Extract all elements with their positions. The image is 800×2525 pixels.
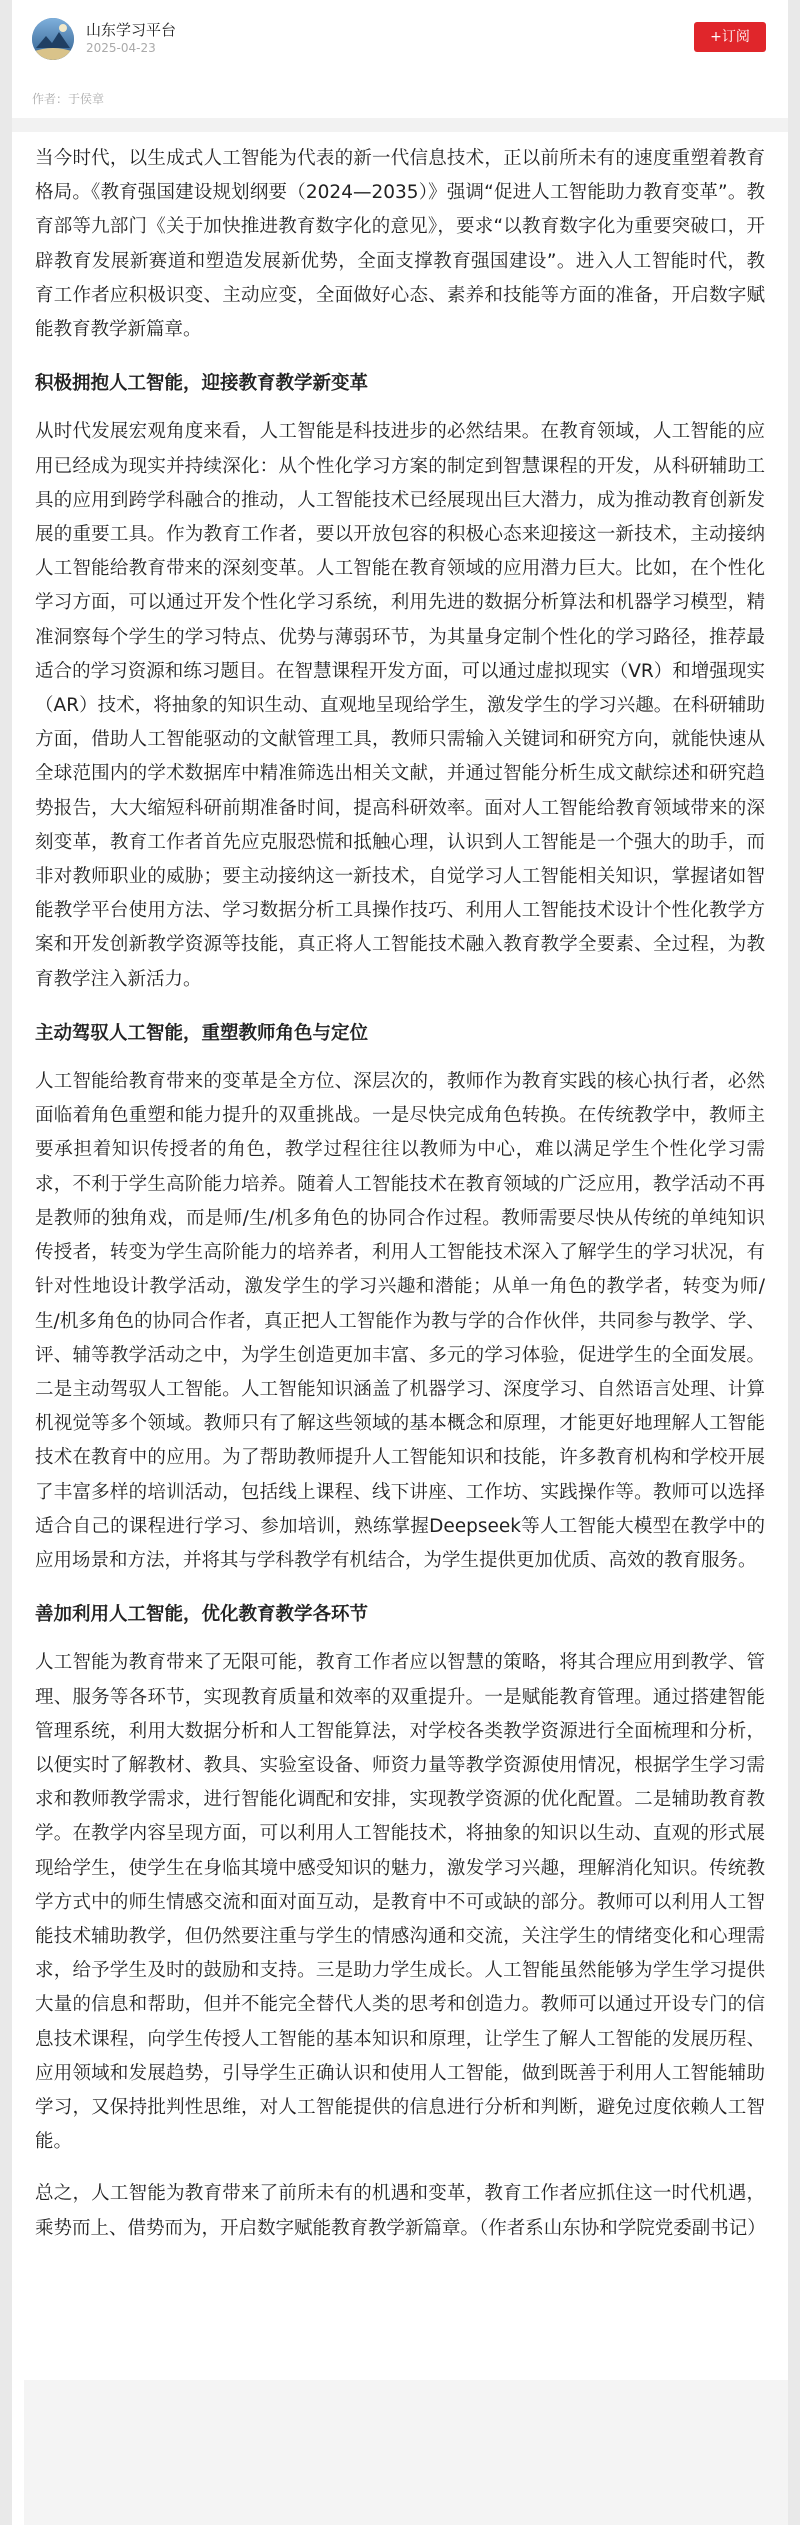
section-paragraph: 人工智能为教育带来了无限可能，教育工作者应以智慧的策略，将其合理应用到教学、管理、服务等各环节，实现教育质量和效率的双重提升。一是赋能教育管理。通过搭建智能管理系统，利用大数据分析和人工智能算法，对学校各类教学资源进行全面梳理和分析，以便实时了解教材、教具、实验室设备、师资力量等教学资源使用情况，根据学生学习需求和教师教学需求，进行智能化调配和安排，实现教学资源的优化配置。二是辅助教育教学。在教学内容呈现方面，可以利用人工智能技术，将抽象的知识以生动、直观的形式展现给学生，使学生在身临其境中感受知识的魅力，激发学习兴趣，理解消化知识。传统教学方式中的师生情感交流和面对面互动，是教育中不可或缺的部分。教师可以利用人工智能技术辅助教学，但仍然要注重与学生的情感沟通和交流，关注学生的情绪变化和心理需求，给予学生及时的鼓励和支持。三是助力学生成长。人工智能虽然能够为学生学习提供大量的信息和帮助，但并不能完全替代人类的思考和创造力。教师可以通过开设专门的信息技术课程，向学生传授人工智能的基本知识和原理，让学生了解人工智能的发展历程、应用领域和发展趋势，引导学生正确认识和使用人工智能，做到既善于利用人工智能辅助学习，又保持批判性思维，对人工智能提供的信息进行分析和判断，避免过度依赖人工智能。 [35, 1652, 765, 2153]
intro-paragraph: 当今时代，以生成式人工智能为代表的新一代信息技术，正以前所未有的速度重塑着教育格局。《教育强国建设规划纲要（2024—2035）》强调“促进人工智能助力教育变革”。教育部等九部门《关于加快推进教育数字化的意见》，要求“以教育数字化为重要突破口，开辟教育发展新赛道和塑造发展新优势，全面支撑教育强国建设”。进入人工智能时代，教育工作者应积极识变、主动应变，全面做好心态、素养和技能等方面的准备，开启数字赋能教育教学新篇章。 [35, 148, 765, 341]
section-paragraph: 从时代发展宏观角度来看，人工智能是科技进步的必然结果。在教育领域，人工智能的应用已经成为现实并持续深化：从个性化学习方案的制定到智慧课程的开发，从科研辅助工具的应用到跨学科融合的推动，人工智能技术已经展现出巨大潜力，成为推动教育创新发展的重要工具。作为教育工作者，要以开放包容的积极心态来迎接这一新技术，主动接纳人工智能给教育带来的深刻变革。人工智能在教育领域的应用潜力巨大。比如，在个性化学习方面，可以通过开发个性化学习系统，利用先进的数据分析算法和机器学习模型，精准洞察每个学生的学习特点、优势与薄弱环节，为其量身定制个性化的学习路径，推荐最适合的学习资源和练习题目。在智慧课程开发方面，可以通过虚拟现实（VR）和增强现实（AR）技术，将抽象的知识生动、直观地呈现给学生，激发学生的学习兴趣。在科研辅助方面，借助人工智能驱动的文献管理工具，教师只需输入关键词和研究方向，就能快速从全球范围内的学术数据库中精准筛选出相关文献，并通过智能分析生成文献综述和研究趋势报告，大大缩短科研前期准备时间，提高科研效率。面对人工智能给教育领域带来的深刻变革，教育工作者首先应克服恐慌和抵触心理，认识到人工智能是一个强大的助手，而非对教师职业的威胁；要主动接纳这一新技术，自觉学习人工智能相关知识，掌握诸如智能教学平台使用方法、学习数据分析工具操作技巧、利用人工智能技术设计个性化教学方案和开发创新教学资源等技能，真正将人工智能技术融入教育教学全要素、全过程，为教育教学注入新活力。 [35, 421, 765, 990]
section-heading: 善加利用人工智能，优化教育教学各环节 [35, 1604, 369, 1626]
section-heading: 积极拥抱人工智能，迎接教育教学新变革 [35, 373, 369, 395]
article-header [32, 14, 768, 64]
account-avatar[interactable] [32, 18, 74, 60]
account-name[interactable]: 山东学习平台 [86, 21, 177, 39]
subscribe-button[interactable]: +订阅 [694, 22, 766, 52]
article-page [12, 0, 788, 2525]
closing-paragraph: 总之，人工智能为教育带来了前所未有的机遇和变革，教育工作者应抓住这一时代机遇，乘势而上、借势而为，开启数字赋能教育教学新篇章。（作者系山东协和学院党委副书记） [35, 2183, 766, 2239]
avatar-image [32, 18, 74, 60]
closing-background [24, 2380, 788, 2525]
section-paragraph: 人工智能给教育带来的变革是全方位、深层次的，教师作为教育实践的核心执行者，必然面临着角色重塑和能力提升的双重挑战。一是尽快完成角色转换。在传统教学中，教师主要承担着知识传授者的角色，教学过程往往以教师为中心，难以满足学生个性化学习需求，不利于学生高阶能力培养。随着人工智能技术在教育领域的广泛应用，教学活动不再是教师的独角戏，而是师/生/机多角色的协同合作过程。教师需要尽快从传统的单纯知识传授者，转变为学生高阶能力的培养者，利用人工智能技术深入了解学生的学习状况，有针对性地设计教学活动，激发学生的学习兴趣和潜能；从单一角色的教学者，转变为师/生/机多角色的协同合作者，真正把人工智能作为教与学的合作伙伴，共同参与教学、学、评、辅等教学活动之中，为学生创造更加丰富、多元的学习体验，促进学生的全面发展。二是主动驾驭人工智能。人工智能知识涵盖了机器学习、深度学习、自然语言处理、计算机视觉等多个领域。教师只有了解这些领域的基本概念和原理，才能更好地理解人工智能技术在教育中的应用。为了帮助教师提升人工智能知识和技能，许多教育机构和学校开展了丰富多样的培训活动，包括线上课程、线下讲座、工作坊、实践操作等。教师可以选择适合自己的课程进行学习、参加培训，熟练掌握Deepseek等人工智能大模型在教学中的应用场景和方法，并将其与学科教学有机结合，为学生提供更加优质、高效的教育服务。 [35, 1071, 765, 1571]
author-line: 作者：于侯章 [32, 92, 105, 106]
section-divider [12, 118, 788, 132]
publish-date: 2025-04-23 [86, 41, 156, 55]
section-heading: 主动驾驭人工智能，重塑教师角色与定位 [35, 1022, 369, 1044]
article-body [35, 142, 765, 2246]
